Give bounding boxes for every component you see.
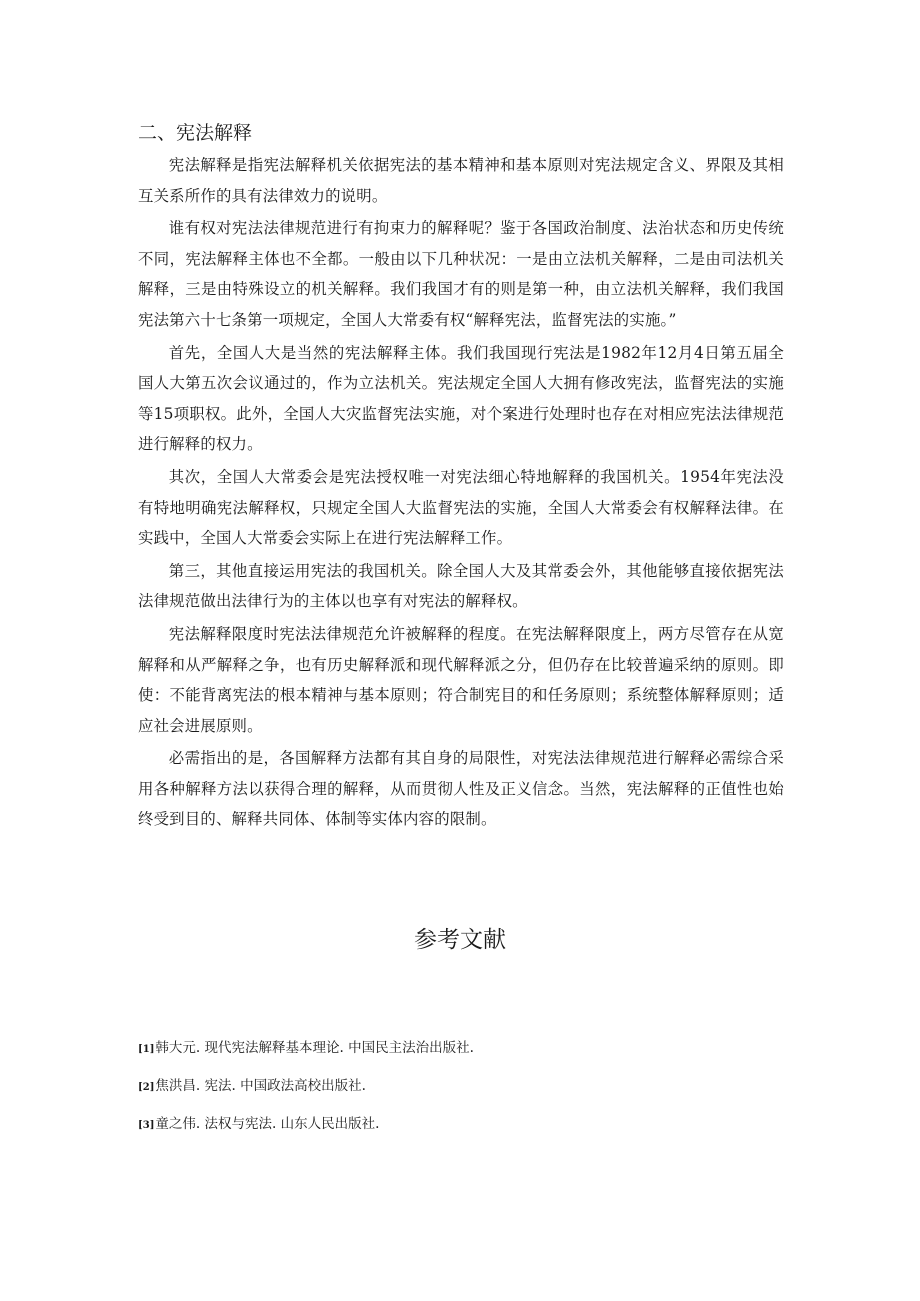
reference-number: [2] [138,1082,155,1093]
paragraph-other-organs: 第三，其他直接运用宪法的我国机关。除全国人大及其常委会外，其他能够直接依据宪法法律规范做出法律行为的主体以也享有对宪法的解释权。 [138,561,784,611]
paragraph-interpretation-limits: 宪法解释限度时宪法法律规范允许被解释的程度。在宪法解释限度上，两方尽管存在从宽解释和从严解释之争，也有历史解释派和现代解释派之分，但仍存在比较普遍采纳的原则。即使：不能背离宪法的根本精神与基本原则；符合制宪目的和任务原则；系统整体解释原则；适应社会进展原则。 [138,624,784,735]
reference-number: [3] [138,1120,155,1131]
reference-number: [1] [138,1044,155,1055]
paragraph-interpreting-subject: 谁有权对宪法法律规范进行有拘束力的解释呢？鉴于各国政治制度、法治状态和历史传统不同，宪法解释主体也不全都。一般由以下几种状况：一是由立法机关解释，二是由司法机关解释，三是由特殊设立的机关解释。我们我国才有的则是第一种，由立法机关解释，我们我国宪法第六十七条第一项规定，全国人大常委有权“解释宪法，监督宪法的实施。” [138,219,784,329]
references-title: 参考文献 [414,927,506,953]
section-title: 二、宪法解释 [138,122,253,144]
reference-item [138,1114,784,1134]
body-text [138,150,784,837]
reference-item [138,1076,784,1096]
paragraph-npc: 首先，全国人大是当然的宪法解释主体。我们我国现行宪法是1982年12月4日第五届全国人大第五次会议通过的，作为立法机关。宪法规定全国人大拥有修改宪法，监督宪法的实施等15项职权。此外，全国人大灾监督宪法实施，对个案进行处理时也存在对相应宪法法律规范进行解释的权力。 [138,343,784,454]
paragraph-methods: 必需指出的是，各国解释方法都有其自身的局限性，对宪法法律规范进行解释必需综合采用各种解释方法以获得合理的解释，从而贯彻人性及正义信念。当然，宪法解释的正值性也始终受到目的、解释共同体、体制等实体内容的限制。 [138,749,784,829]
reference-text: 焦洪昌. 宪法. 中国政法高校出版社. [155,1078,366,1094]
reference-text: 童之伟. 法权与宪法. 山东人民出版社. [155,1116,380,1132]
references-list [138,1038,784,1152]
reference-text: 韩大元. 现代宪法解释基本理论. 中国民主法治出版社. [155,1040,474,1056]
paragraph-npc-standing-committee: 其次，全国人大常委会是宪法授权唯一对宪法细心特地解释的我国机关。1954年宪法没有特地明确宪法解释权，只规定全国人大监督宪法的实施，全国人大常委会有权解释法律。在实践中，全国人大常委会实际上在进行宪法解释工作。 [138,467,784,548]
paragraph-definition: 宪法解释是指宪法解释机关依据宪法的基本精神和基本原则对宪法规定含义、界限及其相互关系所作的具有法律效力的说明。 [138,156,784,205]
reference-item [138,1038,784,1058]
